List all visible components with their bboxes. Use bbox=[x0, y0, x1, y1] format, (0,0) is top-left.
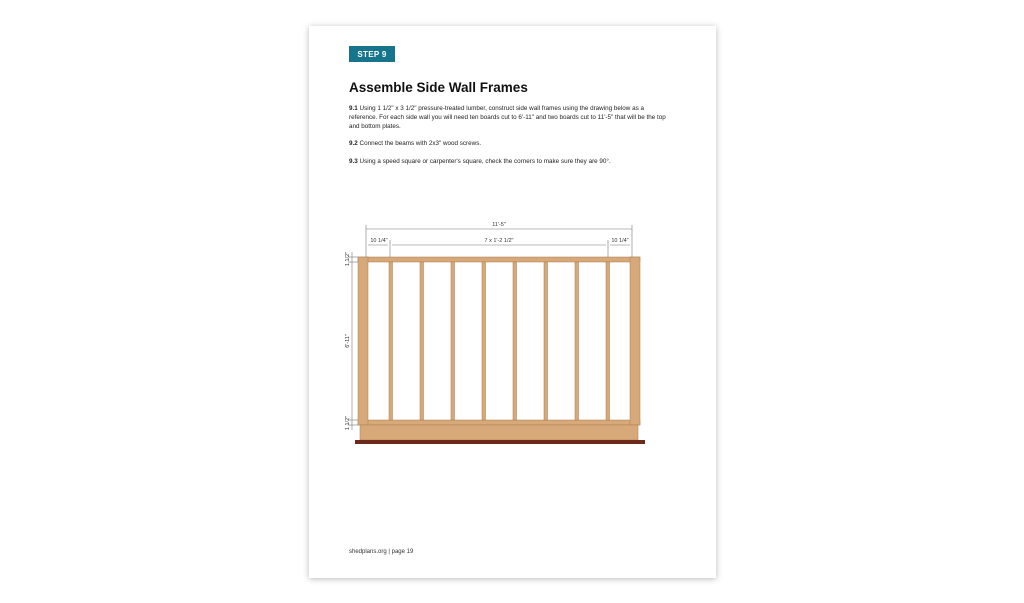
step-number: 9.2 bbox=[349, 140, 358, 147]
stud-height-label: 6'-11" bbox=[345, 334, 351, 348]
end-spacing-left-label: 10 1/4" bbox=[370, 238, 388, 244]
stud bbox=[482, 262, 486, 420]
step-text: Using a speed square or carpenter's square, check the corners to make sure they are 90°. bbox=[359, 158, 611, 165]
step-number: 9.3 bbox=[349, 158, 358, 165]
end-stud-left bbox=[358, 257, 368, 425]
page-title: Assemble Side Wall Frames bbox=[349, 80, 528, 95]
overall-width-label: 11'-5" bbox=[492, 222, 506, 228]
bottom-plate bbox=[358, 420, 640, 425]
step-text: Connect the beams with 2x3" wood screws. bbox=[359, 140, 482, 147]
end-stud-right bbox=[630, 257, 640, 425]
end-spacing-right-label: 10 1/4" bbox=[611, 238, 629, 244]
step-badge: STEP 9 bbox=[349, 46, 395, 62]
stud bbox=[544, 262, 548, 420]
stud bbox=[606, 262, 610, 420]
step-number: 9.1 bbox=[349, 105, 358, 112]
footer-separator: | bbox=[388, 549, 390, 555]
top-plate bbox=[358, 257, 640, 262]
stud bbox=[513, 262, 517, 420]
stud bbox=[575, 262, 579, 420]
stud bbox=[451, 262, 455, 420]
footer-page-number: page 19 bbox=[391, 549, 414, 555]
stud bbox=[420, 262, 424, 420]
top-plate-label: 1 1/2" bbox=[345, 251, 351, 267]
footer-site: shedplans.org bbox=[349, 549, 387, 555]
floor-base bbox=[355, 440, 645, 444]
stud-spacing-label: 7 x 1'-2 1/2" bbox=[484, 238, 514, 244]
wall-frame-drawing bbox=[309, 26, 716, 578]
step-text: Using 1 1/2" x 3 1/2" pressure-treated lumber, construct side wall frames using the drawing below as a reference. For each side wall you will need ten boards cut to 6'-11" and two boards cut to 11'-5" that will be the top and bottom plates. bbox=[349, 105, 666, 130]
floor-joist bbox=[360, 425, 638, 440]
document-page bbox=[309, 26, 716, 578]
stud bbox=[389, 262, 393, 420]
footer bbox=[349, 549, 413, 555]
bottom-plate-label: 1 1/2" bbox=[345, 415, 351, 431]
